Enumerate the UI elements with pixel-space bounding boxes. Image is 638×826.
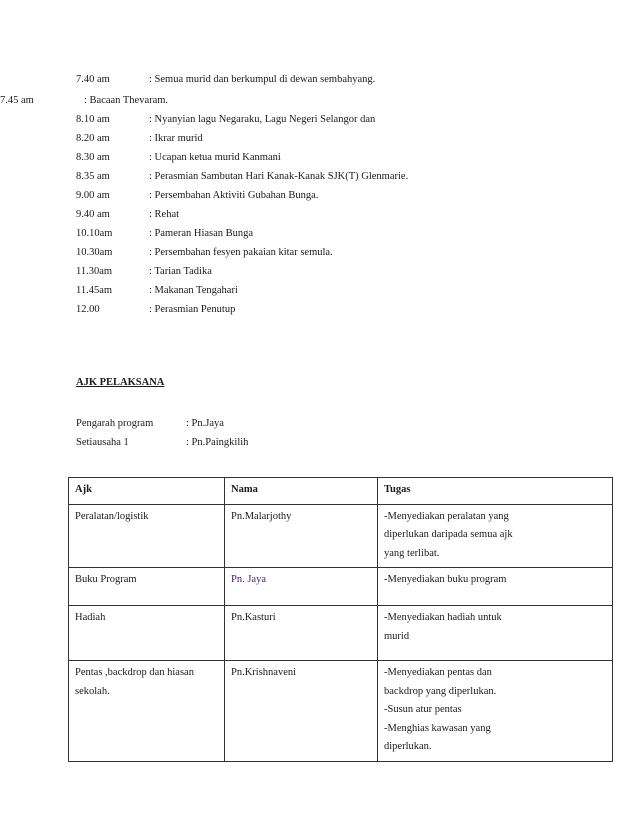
- tugas-line: yang terlibat.: [384, 547, 440, 559]
- header-nama: Nama: [225, 478, 378, 505]
- schedule-desc: : Semua murid dan berkumpul di dewan sembahyang.: [149, 74, 376, 85]
- schedule-desc: : Pameran Hiasan Bunga: [149, 228, 254, 239]
- tugas-line: -Menghias kawasan yang: [384, 722, 491, 734]
- table-row: [69, 568, 613, 606]
- setiausaha-row: [76, 437, 129, 448]
- schedule-desc: : Persembahan Aktiviti Gubahan Bunga.: [149, 190, 319, 201]
- schedule-time: 7.45 am: [0, 95, 34, 106]
- tugas-line: backdrop yang diperlukan.: [384, 685, 497, 697]
- table-header-row: [69, 478, 613, 505]
- cell-nama: Pn.Krishnaveni: [225, 661, 378, 762]
- cell-tugas: [378, 606, 613, 661]
- cell-tugas: [378, 568, 613, 606]
- schedule-time: 12.00: [76, 304, 100, 315]
- schedule-desc: : Tarian Tadika: [149, 266, 212, 277]
- cell-tugas: [378, 661, 613, 762]
- schedule-time: 8.35 am: [76, 171, 110, 182]
- table-row: [69, 606, 613, 661]
- cell-ajk: Buku Program: [69, 568, 225, 606]
- schedule-desc: : Perasmian Sambutan Hari Kanak-Kanak SJK(T) Glenmarie.: [149, 171, 409, 182]
- tugas-line: diperlukan daripada semua ajk: [384, 529, 513, 540]
- schedule-time: 7.40 am: [76, 74, 110, 85]
- schedule-desc: : Persembahan fesyen pakaian kitar semula.: [149, 247, 333, 258]
- tugas-line: -Menyediakan pentas dan: [384, 667, 492, 678]
- schedule-desc: : Perasmian Penutup: [149, 304, 236, 315]
- table-row: [69, 661, 613, 762]
- tugas-line: -Menyediakan peralatan yang: [384, 510, 509, 522]
- schedule-time: 8.20 am: [76, 133, 110, 144]
- cell-ajk: Hadiah: [69, 606, 225, 661]
- schedule-time: 8.10 am: [76, 114, 110, 125]
- setiausaha-value: : Pn.Paingkilih: [186, 437, 249, 448]
- header-tugas: Tugas: [378, 478, 613, 505]
- cell-ajk: Pentas ,backdrop dan hiasan sekolah.: [69, 661, 225, 762]
- header-ajk: Ajk: [69, 478, 225, 505]
- cell-nama: Pn. Jaya: [225, 568, 378, 606]
- schedule-time: 9.40 am: [76, 209, 110, 220]
- schedule-time: 8.30 am: [76, 152, 110, 163]
- cell-ajk: Peralatan/logistik: [69, 504, 225, 568]
- schedule-desc: : Nyanyian lagu Negaraku, Lagu Negeri Selangor dan: [149, 114, 376, 125]
- committee-table: [68, 477, 613, 762]
- cell-nama: Pn.Kasturi: [225, 606, 378, 661]
- cell-nama: Pn.Malarjothy: [225, 504, 378, 568]
- tugas-line: -Menyediakan hadiah untuk: [384, 612, 502, 623]
- pengarah-value: : Pn.Jaya: [186, 418, 224, 429]
- schedule-desc: : Bacaan Thevaram.: [84, 95, 169, 106]
- schedule-desc: : Makanan Tengahari: [149, 285, 238, 296]
- cell-tugas: [378, 504, 613, 568]
- setiausaha-label: Setiausaha 1: [76, 437, 129, 448]
- tugas-line: -Susun atur pentas: [384, 704, 462, 715]
- schedule-desc: : Ikrar murid: [149, 133, 203, 144]
- schedule-time: 9.00 am: [76, 190, 110, 201]
- schedule-desc: : Rehat: [149, 209, 180, 220]
- table-row: [69, 504, 613, 568]
- tugas-line: murid: [384, 630, 410, 642]
- schedule-time: 10.10am: [76, 228, 113, 239]
- schedule-time: 11.30am: [76, 266, 113, 277]
- pengarah-row: [76, 418, 153, 429]
- committee-heading: AJK PELAKSANA: [76, 377, 165, 388]
- schedule-desc: : Ucapan ketua murid Kanmani: [149, 152, 281, 163]
- schedule-time: 10.30am: [76, 247, 113, 258]
- tugas-line: diperlukan.: [384, 741, 432, 752]
- pengarah-label: Pengarah program: [76, 418, 154, 429]
- tugas-line: -Menyediakan buku program: [384, 574, 507, 585]
- schedule-time: 11.45am: [76, 285, 113, 296]
